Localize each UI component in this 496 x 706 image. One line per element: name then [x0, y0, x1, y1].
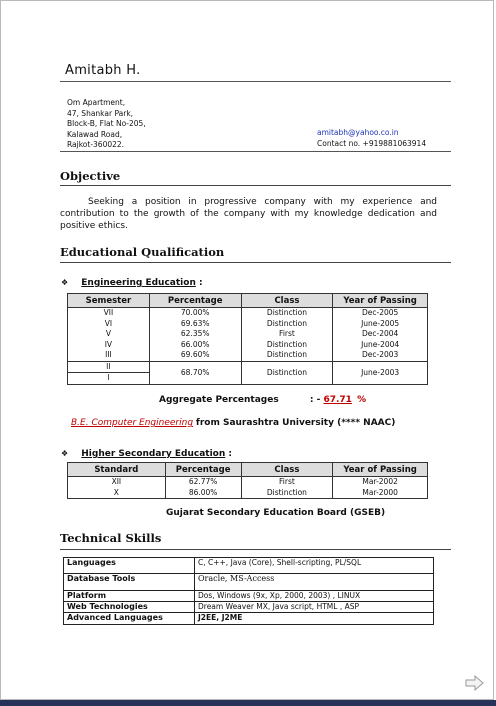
- bottom-border-bar: [0, 700, 496, 706]
- diamond-bullet-icon: ❖: [61, 449, 69, 458]
- table-row: [64, 613, 434, 625]
- address-line: 47, Shankar Park,: [67, 108, 134, 118]
- table-cell: IV: [68, 340, 150, 351]
- table-row: [64, 574, 434, 591]
- aggregate-value: 67.71: [323, 395, 352, 405]
- table-cell: X: [68, 488, 166, 499]
- address-line: Om Apartment,: [67, 98, 126, 107]
- address-line: Kalawad Road,: [67, 129, 123, 139]
- skill-key: Database Tools: [64, 574, 195, 591]
- aggregate-unit: %: [357, 395, 367, 405]
- skill-value: Dream Weaver MX, Java script, HTML , ASP: [195, 602, 434, 613]
- aggregate-separator: : -: [309, 395, 321, 405]
- board-name: Gujarat Secondary Education Board (GSEB): [166, 508, 386, 518]
- table-cell: Distinction: [241, 361, 333, 384]
- table-row: [68, 477, 428, 488]
- table-cell: June-2005: [333, 319, 428, 330]
- objective-divider: [60, 185, 451, 186]
- table-cell: I: [68, 373, 150, 385]
- contact-divider: [60, 151, 451, 152]
- table-cell: Distinction: [241, 350, 333, 361]
- colon: :: [228, 449, 233, 459]
- higher-secondary-heading: [61, 441, 232, 460]
- address-block: [67, 98, 146, 151]
- colon: :: [199, 278, 203, 288]
- table-cell: June-2004: [333, 340, 428, 351]
- column-header: Year of Passing: [333, 463, 428, 477]
- aggregate-label: Aggregate Percentages: [159, 395, 279, 405]
- table-cell: Mar-2000: [333, 488, 428, 499]
- contact-number: Contact no. +919881063914: [317, 138, 427, 148]
- table-cell: 69.63%: [149, 319, 241, 330]
- email-link[interactable]: amitabh@yahoo.co.in: [317, 128, 399, 137]
- table-cell: III: [68, 350, 150, 361]
- column-header: Year of Passing: [333, 294, 428, 308]
- table-cell: VI: [68, 319, 150, 330]
- address-line: Block-B, Flat No-205,: [67, 119, 146, 129]
- header-divider: [60, 81, 451, 82]
- table-row: [68, 329, 428, 340]
- table-cell: Distinction: [241, 308, 333, 319]
- degree-name: B.E. Computer Engineering: [71, 418, 194, 428]
- table-row: [64, 602, 434, 613]
- table-cell: Dec-2003: [333, 350, 428, 361]
- column-header: Class: [241, 294, 333, 308]
- column-header: Percentage: [165, 463, 241, 477]
- table-cell: 70.00%: [149, 308, 241, 319]
- aggregate-line: [159, 395, 366, 405]
- table-cell: Distinction: [241, 319, 333, 330]
- table-cell: V: [68, 329, 150, 340]
- education-divider: [60, 262, 451, 263]
- degree-line: [71, 418, 395, 428]
- table-cell: 66.00%: [149, 340, 241, 351]
- table-cell: Distinction: [241, 488, 333, 499]
- column-header: Semester: [68, 294, 150, 308]
- skills-title: Technical Skills: [60, 531, 162, 545]
- address-line: Rajkot-360022.: [67, 140, 125, 150]
- table-cell: Distinction: [241, 340, 333, 351]
- diamond-bullet-icon: ❖: [61, 278, 69, 287]
- column-header: Standard: [68, 463, 166, 477]
- table-cell: First: [241, 477, 333, 488]
- column-header: Percentage: [149, 294, 241, 308]
- table-cell: 86.00%: [165, 488, 241, 499]
- table-cell: Dec-2005: [333, 308, 428, 319]
- table-row: [68, 488, 428, 499]
- table-cell: 68.70%: [149, 361, 241, 384]
- skill-value: J2EE, J2ME: [195, 613, 434, 625]
- table-row: [68, 308, 428, 319]
- skills-table: [63, 557, 434, 625]
- skill-value: Oracle, MS-Access: [195, 574, 434, 591]
- table-row: [64, 558, 434, 574]
- table-row: [68, 361, 428, 373]
- engineering-label: Engineering Education: [81, 278, 196, 288]
- table-row: [68, 340, 428, 351]
- table-cell: VII: [68, 308, 150, 319]
- skill-key: Languages: [64, 558, 195, 574]
- column-header: Class: [241, 463, 333, 477]
- objective-title: Objective: [60, 169, 121, 183]
- skill-key: Web Technologies: [64, 602, 195, 613]
- degree-university: from Saurashtra University (**** NAAC): [195, 418, 396, 428]
- skill-key: Platform: [64, 591, 195, 602]
- table-cell: 62.35%: [149, 329, 241, 340]
- table-cell: II: [68, 361, 150, 373]
- higher-secondary-label: Higher Secondary Education: [81, 449, 226, 459]
- table-cell: Mar-2002: [333, 477, 428, 488]
- contact-block: [317, 128, 426, 149]
- skill-value: Dos, Windows (9x, Xp, 2000, 2003) , LINUX: [195, 591, 434, 602]
- engineering-heading: [61, 270, 203, 289]
- objective-body: Seeking a position in progressive company with my experience and contribution to the growth of the company with my knowledge dedication and positive ethics.: [60, 197, 437, 231]
- skill-value: C, C++, Java (Core), Shell-scripting, PL/SQL: [195, 558, 434, 574]
- table-cell: Dec-2004: [333, 329, 428, 340]
- skill-key: Advanced Languages: [64, 613, 195, 625]
- table-cell: June-2003: [333, 361, 428, 384]
- table-cell: 69.60%: [149, 350, 241, 361]
- table-row: [64, 591, 434, 602]
- candidate-name: Amitabh H.: [65, 63, 141, 78]
- table-row: [68, 319, 428, 330]
- higher-secondary-table: [67, 462, 428, 499]
- table-cell: First: [241, 329, 333, 340]
- education-title: Educational Qualification: [60, 245, 225, 259]
- objective-text: [60, 196, 437, 232]
- skills-divider: [60, 549, 451, 550]
- engineering-table: [67, 293, 428, 385]
- table-row: [68, 350, 428, 361]
- next-arrow-icon[interactable]: [465, 675, 485, 695]
- table-cell: XII: [68, 477, 166, 488]
- table-cell: 62.77%: [165, 477, 241, 488]
